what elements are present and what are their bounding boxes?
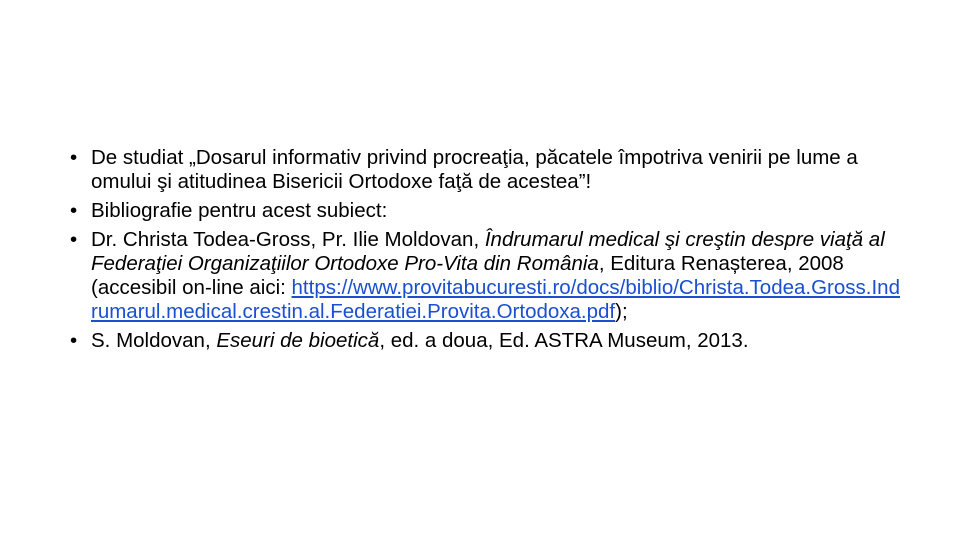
bullet-text: De studiat „Dosarul informativ privind procreaţia, păcatele împotriva venirii pe lume a omului şi atitudinea Bisericii Ortodoxe faţă de acestea”! bbox=[91, 146, 858, 193]
bullet-item-bibliography-heading bbox=[70, 199, 900, 223]
bullet-list bbox=[70, 146, 900, 358]
reference-author: S. Moldovan, bbox=[91, 329, 217, 352]
reference-publisher: , Editura Renașterea, 2008 (accesibil on-line aici: bbox=[91, 252, 844, 299]
reference-link[interactable]: https://www.provitabucuresti.ro/docs/biblio/Christa.Todea.Gross.Indrumarul.medical.crestin.al.Federatiei.Provita.Ortodoxa.pdf bbox=[91, 276, 900, 323]
reference-title: Îndrumarul medical şi creştin despre viaţă al Federaţiei Organizaţiilor Ortodoxe Pro-Vita din România bbox=[91, 228, 885, 275]
reference-authors: Dr. Christa Todea-Gross, Pr. Ilie Moldovan, bbox=[91, 228, 485, 251]
reference-closing: ); bbox=[615, 300, 628, 323]
bullet-item-reference-todea-gross bbox=[70, 228, 900, 324]
reference-title: Eseuri de bioetică bbox=[216, 329, 380, 352]
bullet-item-reference-moldovan bbox=[70, 329, 900, 353]
bullet-text: Bibliografie pentru acest subiect: bbox=[91, 199, 388, 222]
bullet-item-study-note bbox=[70, 146, 900, 194]
reference-edition: , ed. a doua, Ed. ASTRA Museum, 2013. bbox=[379, 329, 749, 352]
